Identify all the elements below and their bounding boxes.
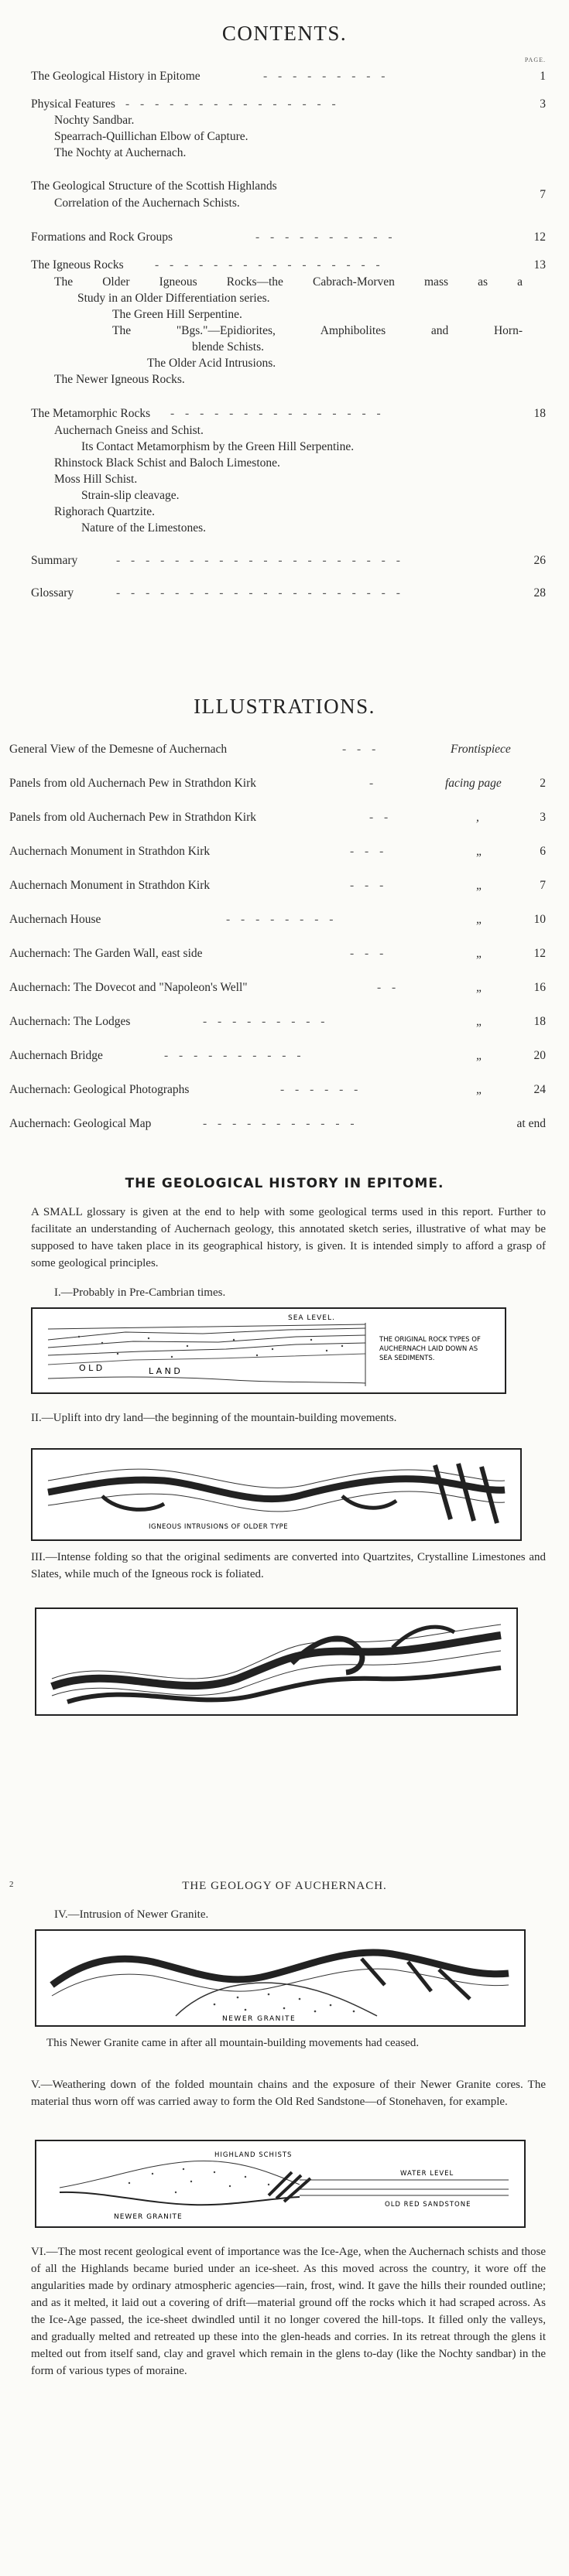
toc-sub-entry: Study in an Older Differentiation series.	[77, 292, 270, 305]
illustration-entry: Auchernach: The Garden Wall, east side - - - „ 12	[9, 945, 546, 962]
illustration-entry: Auchernach: Geological Map - - - - - - - - - - - at end	[9, 1115, 546, 1133]
illustration-location: „	[476, 1049, 483, 1062]
illustration-entry: Auchernach: The Lodges - - - - - - - - - „ 18	[9, 1013, 546, 1030]
illustration-location: „	[476, 913, 483, 926]
illustration-title: Auchernach: The Lodges	[9, 1015, 131, 1028]
illustration-page: 18	[533, 1015, 546, 1028]
illustration-page: 6	[540, 845, 546, 858]
figure-2-uplift	[31, 1448, 522, 1541]
toc-page: 28	[533, 586, 546, 600]
illustration-entry: Auchernach Monument in Strathdon Kirk - - - „ 7	[9, 877, 546, 894]
step-4-caption: IV.—Intrusion of Newer Granite.	[54, 1908, 209, 1921]
igneous-intrusions-label: IGNEOUS INTRUSIONS OF OLDER TYPE	[149, 1523, 289, 1531]
toc-sub-entry: Its Contact Metamorphism by the Green Hill Serpentine.	[81, 440, 355, 453]
toc-title: Summary	[31, 554, 78, 567]
illustration-entry: Auchernach Monument in Strathdon Kirk - - - „ 6	[9, 843, 546, 860]
toc-sub-entry: Strain-slip cleavage.	[81, 489, 180, 502]
toc-title: Formations and Rock Groups	[31, 231, 173, 244]
illustration-entry: General View of the Demesne of Auchernach - - - Frontispiece	[9, 741, 546, 758]
illustration-page: at end	[516, 1117, 546, 1130]
newer-granite-label: NEWER GRANITE	[222, 2015, 296, 2023]
toc-entry: Physical Features - - - - - - - - - - - - - - - 3	[31, 96, 546, 113]
toc-entry: The Igneous Rocks - - - - - - - - - - - - - - - - 13	[31, 257, 546, 274]
toc-entry: Formations and Rock Groups - - - - - - - - - - 12	[31, 229, 546, 246]
illustration-title: Auchernach: Geological Map	[9, 1117, 152, 1130]
toc-sub-entry: Nature of the Limestones.	[81, 521, 206, 535]
page-number: 2	[9, 1880, 15, 1889]
toc-sub-entry: blende Schists.	[192, 340, 264, 354]
toc-page: 26	[533, 554, 546, 567]
toc-sub-entry: Rhinstock Black Schist and Baloch Limestone.	[54, 456, 280, 470]
illustration-location: „	[476, 1015, 483, 1028]
illustrations-heading: ILLUSTRATIONS.	[194, 695, 375, 718]
illustration-location: „	[476, 1083, 483, 1096]
step-4-note: This Newer Granite came in after all mountain-building movements had ceased.	[46, 2037, 420, 2049]
illustration-title: Auchernach: The Dovecot and "Napoleon's Well"	[9, 981, 248, 994]
illustration-title: Auchernach House	[9, 913, 101, 926]
illustration-title: Auchernach Bridge	[9, 1049, 103, 1062]
illustration-location: ,	[476, 811, 479, 824]
toc-sub-entry: Righorach Quartzite.	[54, 505, 155, 518]
illustration-entry: Auchernach: The Dovecot and "Napoleon's Well" - - „ 16	[9, 979, 546, 996]
toc-page: 18	[533, 407, 546, 420]
intro-paragraph: A SMALL glossary is given at the end to help with some geological terms used in this report. Further to facilitate an understanding of Auchernach geology, this annotated sketch series, illustrative of what may be supposed to have taken place in its geographical history, is given. It is intended simply to afford a grasp of some geological principles.	[31, 1206, 546, 1269]
toc-sub-entry: The Green Hill Serpentine.	[112, 308, 242, 321]
toc-entry	[31, 178, 546, 201]
figure-1-pre-cambrian	[31, 1307, 506, 1394]
illustration-title: Panels from old Auchernach Pew in Strathdon Kirk	[9, 777, 256, 790]
illustration-page: 16	[533, 981, 546, 994]
toc-entry: Glossary - - - - - - - - - - - - - - - - - - - - 28	[31, 585, 546, 602]
figure-1-note-line-3: SEA SEDIMENTS.	[379, 1355, 435, 1362]
toc-page: 1	[540, 70, 546, 83]
figure-1-note-line-2: AUCHERNACH LAID DOWN AS	[379, 1345, 478, 1353]
toc-entry: The Metamorphic Rocks - - - - - - - - - - - - - - - 18	[31, 405, 546, 422]
step-6-caption: VI.—The most recent geological event of importance was the Ice-Age, when the Auchernach schists and those of all the Highlands became buried under an ice-sheet. As this moved across the country, it wore off the angularities made by ordinary atmospheric agencies—rain, frost, wind. It gave the hills their rounded outline; and as it melted, it laid out a covering of drift—material ground off the rocks which it had scraped across. As the Ice-Age passed, the ice-sheet dwindled until it no longer covered the hill-tops. It filled only the valleys, and gradually melted and retreated up these into the glen-heads and corries. In its retreat through the glens it melted out from itself sand, clay and gravel which remain in the glens to-day (like the Nochty sandbar) in the form of various types of moraine.	[31, 2246, 546, 2377]
old-land-label-1: O L D	[79, 1363, 103, 1373]
toc-title: The Igneous Rocks	[31, 258, 124, 272]
illustration-entry: Auchernach: Geological Photographs - - - - - - „ 24	[9, 1081, 546, 1098]
toc-title: The Geological History in Epitome	[31, 70, 201, 83]
illustration-entry: Auchernach House - - - - - - - - „ 10	[9, 911, 546, 928]
illustration-page: 10	[533, 913, 546, 926]
step-5-caption: V.—Weathering down of the folded mountain chains and the exposure of their Newer Granite cores. The material thus worn off was carried away to form the Old Red Sandstone—of Stonehaven, for example.	[31, 2079, 546, 2108]
illustration-title: Panels from old Auchernach Pew in Strathdon Kirk	[9, 811, 256, 824]
step-3-caption: III.—Intense folding so that the original sediments are converted into Quartzites, Crystalline Limestones and Slates, while much of the Igneous rock is foliated.	[31, 1551, 546, 1580]
newer-granite-label: NEWER GRANITE	[114, 2213, 183, 2221]
illustration-page: 2	[540, 777, 546, 790]
illustration-title: Auchernach: The Garden Wall, east side	[9, 947, 203, 960]
illustration-entry: Auchernach Bridge - - - - - - - - - - „ 20	[9, 1047, 546, 1064]
figure-3-folding	[35, 1607, 518, 1716]
illustration-title: Auchernach Monument in Strathdon Kirk	[9, 845, 211, 858]
toc-sub-entry: The Older Igneous Rocks—the Cabrach-Morven mass as a	[54, 275, 523, 289]
illustration-title: Auchernach: Geological Photographs	[9, 1083, 190, 1096]
illustration-entry: Panels from old Auchernach Pew in Strathdon Kirk - - , 3	[9, 809, 546, 826]
toc-page: 7	[540, 188, 546, 201]
contents-heading: CONTENTS.	[221, 22, 348, 45]
illustration-location: „	[476, 845, 483, 858]
toc-sub-entry: The "Bgs."—Epidiorites, Amphibolites and Horn-	[112, 324, 523, 337]
toc-sub-entry: The Newer Igneous Rocks.	[54, 373, 185, 386]
illustration-title: General View of the Demesne of Auchernach	[9, 743, 228, 756]
toc-title: Physical Features	[31, 97, 115, 111]
figure-5-weathering	[35, 2140, 526, 2228]
illustration-page: 24	[533, 1083, 546, 1096]
toc-title: Glossary	[31, 586, 74, 600]
toc-page: 3	[540, 97, 546, 111]
toc-sub-entry: Moss Hill Schist.	[54, 473, 138, 486]
illustration-location: Frontispiece	[451, 743, 511, 756]
figure-1-note-line-1: THE ORIGINAL ROCK TYPES OF	[379, 1336, 481, 1344]
toc-title: The Metamorphic Rocks	[31, 407, 151, 420]
figure-4-newer-granite	[35, 1929, 526, 2027]
illustration-page: 12	[533, 947, 546, 960]
illustration-title: Auchernach Monument in Strathdon Kirk	[9, 879, 211, 892]
toc-sub-entry: Correlation of the Auchernach Schists.	[54, 196, 240, 210]
highland-schists-label: HIGHLAND SCHISTS	[214, 2151, 293, 2159]
illustration-location: „	[476, 879, 483, 892]
illustration-page: 3	[540, 811, 546, 824]
sea-level-label: SEA LEVEL.	[288, 1314, 335, 1322]
toc-sub-entry: Auchernach Gneiss and Schist.	[54, 424, 204, 437]
history-heading: THE GEOLOGICAL HISTORY IN EPITOME.	[125, 1176, 444, 1191]
toc-sub-entry: Spearrach-Quillichan Elbow of Capture.	[54, 130, 249, 143]
step-2-caption: II.—Uplift into dry land—the beginning of the mountain-building movements.	[31, 1412, 397, 1424]
illustration-entry: Panels from old Auchernach Pew in Strathdon Kirk - facing page 2	[9, 775, 546, 792]
toc-sub-entry: The Nochty at Auchernach.	[54, 146, 187, 159]
old-land-label-2: L A N D	[149, 1366, 180, 1376]
illustration-location: „	[476, 947, 483, 960]
toc-entry: Summary - - - - - - - - - - - - - - - - - - - - 26	[31, 552, 546, 569]
illustration-location: „	[476, 981, 483, 994]
illustration-page: 20	[533, 1049, 546, 1062]
running-title: THE GEOLOGY OF AUCHERNACH.	[182, 1880, 387, 1892]
toc-page: 12	[533, 231, 546, 244]
toc-page: 13	[533, 258, 546, 272]
toc-sub-entry: The Older Acid Intrusions.	[147, 357, 276, 370]
illustration-page: 7	[540, 879, 546, 892]
toc-title: The Geological Structure of the Scottish Highlands	[31, 179, 277, 193]
old-red-sandstone-label: OLD RED SANDSTONE	[385, 2201, 471, 2209]
illustration-location: facing page	[445, 777, 502, 790]
toc-entry: The Geological History in Epitome - - - - - - - - - 1	[31, 68, 546, 85]
step-1-caption: I.—Probably in Pre-Cambrian times.	[54, 1286, 226, 1299]
water-level-label: WATER LEVEL	[400, 2170, 454, 2178]
toc-sub-entry: Nochty Sandbar.	[54, 114, 135, 127]
page-column-label: PAGE.	[524, 56, 546, 63]
